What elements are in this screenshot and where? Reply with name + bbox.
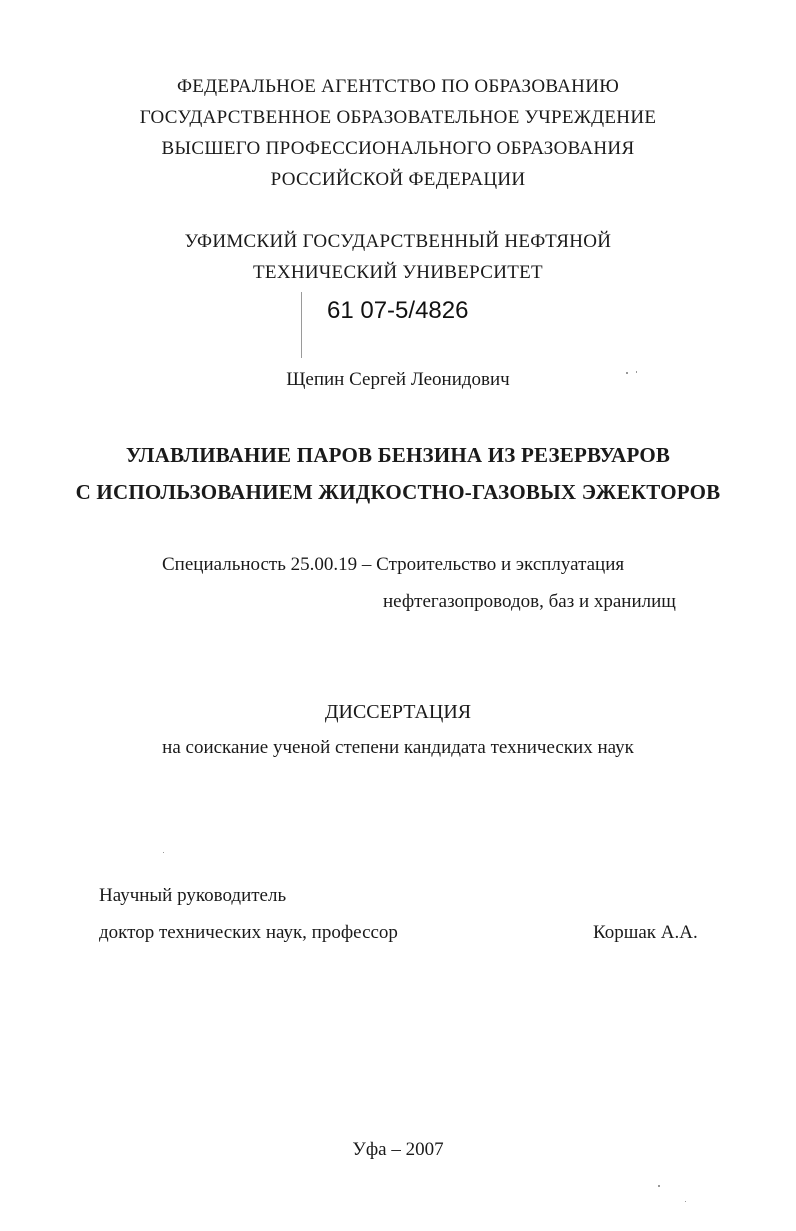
supervisor-credentials: доктор технических наук, профессор	[99, 922, 398, 943]
scan-speck	[163, 852, 164, 853]
university-line-2: ТЕХНИЧЕСКИЙ УНИВЕРСИТЕТ	[253, 262, 543, 283]
thesis-title-line-2: С ИСПОЛЬЗОВАНИЕМ ЖИДКОСТНО-ГАЗОВЫХ ЭЖЕКТОРОВ	[75, 480, 721, 504]
degree-heading: ДИССЕРТАЦИЯ	[324, 701, 472, 723]
specialty-line-1: Специальность 25.00.19 – Строительство и эксплуатация	[162, 554, 625, 575]
library-stamp-code: 61 07-5/4826	[327, 297, 469, 324]
institution-line-1: ГОСУДАРСТВЕННОЕ ОБРАЗОВАТЕЛЬНОЕ УЧРЕЖДЕНИЕ	[139, 107, 657, 128]
stamp-margin-line	[301, 292, 302, 358]
scan-speck	[685, 1201, 686, 1202]
university-line-1: УФИМСКИЙ ГОСУДАРСТВЕННЫЙ НЕФТЯНОЙ	[184, 231, 612, 252]
scan-speck	[636, 371, 637, 373]
supervisor-label: Научный руководитель	[99, 885, 287, 906]
degree-subheading: на соискание ученой степени кандидата технических наук	[162, 737, 634, 758]
institution-line-2: ВЫСШЕГО ПРОФЕССИОНАЛЬНОГО ОБРАЗОВАНИЯ	[161, 138, 635, 159]
thesis-title-line-1: УЛАВЛИВАНИЕ ПАРОВ БЕНЗИНА ИЗ РЕЗЕРВУАРОВ	[125, 443, 671, 467]
supervisor-name: Коршак А.А.	[593, 922, 698, 943]
scan-speck	[626, 372, 628, 374]
city-year: Уфа – 2007	[352, 1139, 444, 1160]
institution-line-3: РОССИЙСКОЙ ФЕДЕРАЦИИ	[270, 169, 526, 190]
author-name: Щепин Сергей Леонидович	[286, 369, 510, 390]
specialty-line-2: нефтегазопроводов, баз и хранилищ	[383, 591, 676, 612]
agency-line: ФЕДЕРАЛЬНОЕ АГЕНТСТВО ПО ОБРАЗОВАНИЮ	[176, 76, 620, 97]
scan-speck	[658, 1185, 660, 1187]
